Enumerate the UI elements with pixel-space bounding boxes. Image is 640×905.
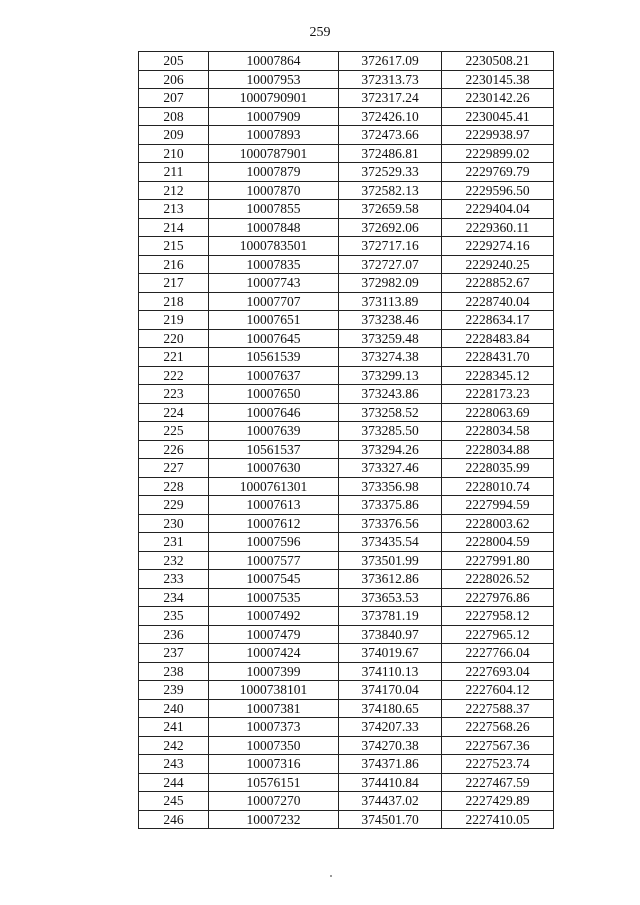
point-id-cell: 10007613	[209, 496, 339, 515]
y-coordinate-cell: 2229769.79	[442, 163, 554, 182]
point-number-cell: 243	[139, 755, 209, 774]
x-coordinate-cell: 374410.84	[339, 773, 442, 792]
y-coordinate-cell: 2230145.38	[442, 70, 554, 89]
point-id-cell: 10007743	[209, 274, 339, 293]
table-row	[139, 459, 554, 478]
y-coordinate-cell: 2228034.88	[442, 440, 554, 459]
x-coordinate-cell: 373238.46	[339, 311, 442, 330]
point-number-cell: 222	[139, 366, 209, 385]
point-id-cell: 10007953	[209, 70, 339, 89]
point-id-cell: 10007645	[209, 329, 339, 348]
x-coordinate-cell: 373274.38	[339, 348, 442, 367]
table-row	[139, 496, 554, 515]
point-id-cell: 10007373	[209, 718, 339, 737]
point-id-cell: 10007639	[209, 422, 339, 441]
x-coordinate-cell: 373299.13	[339, 366, 442, 385]
x-coordinate-cell: 373258.52	[339, 403, 442, 422]
y-coordinate-cell: 2227958.12	[442, 607, 554, 626]
x-coordinate-cell: 373285.50	[339, 422, 442, 441]
x-coordinate-cell: 374019.67	[339, 644, 442, 663]
x-coordinate-cell: 373327.46	[339, 459, 442, 478]
table-row	[139, 755, 554, 774]
point-number-cell: 220	[139, 329, 209, 348]
point-number-cell: 232	[139, 551, 209, 570]
point-number-cell: 214	[139, 218, 209, 237]
point-number-cell: 218	[139, 292, 209, 311]
y-coordinate-cell: 2230142.26	[442, 89, 554, 108]
x-coordinate-cell: 374180.65	[339, 699, 442, 718]
table-row	[139, 403, 554, 422]
point-id-cell: 10007870	[209, 181, 339, 200]
x-coordinate-cell: 374501.70	[339, 810, 442, 829]
point-number-cell: 238	[139, 662, 209, 681]
coordinate-table	[138, 51, 554, 829]
x-coordinate-cell: 373356.98	[339, 477, 442, 496]
table-row	[139, 237, 554, 256]
x-coordinate-cell: 373653.53	[339, 588, 442, 607]
y-coordinate-cell: 2227994.59	[442, 496, 554, 515]
table-row	[139, 718, 554, 737]
x-coordinate-cell: 374437.02	[339, 792, 442, 811]
point-id-cell: 1000761301	[209, 477, 339, 496]
point-number-cell: 245	[139, 792, 209, 811]
x-coordinate-cell: 373840.97	[339, 625, 442, 644]
point-id-cell: 10007835	[209, 255, 339, 274]
point-id-cell: 10007650	[209, 385, 339, 404]
point-number-cell: 236	[139, 625, 209, 644]
y-coordinate-cell: 2227588.37	[442, 699, 554, 718]
point-number-cell: 242	[139, 736, 209, 755]
table-row	[139, 292, 554, 311]
point-id-cell: 10007424	[209, 644, 339, 663]
point-id-cell: 10007479	[209, 625, 339, 644]
point-id-cell: 1000787901	[209, 144, 339, 163]
y-coordinate-cell: 2228431.70	[442, 348, 554, 367]
table-row	[139, 329, 554, 348]
x-coordinate-cell: 373375.86	[339, 496, 442, 515]
y-coordinate-cell: 2230508.21	[442, 52, 554, 71]
point-id-cell: 10561539	[209, 348, 339, 367]
x-coordinate-cell: 373612.86	[339, 570, 442, 589]
x-coordinate-cell: 372692.06	[339, 218, 442, 237]
x-coordinate-cell: 374170.04	[339, 681, 442, 700]
point-number-cell: 224	[139, 403, 209, 422]
table-row	[139, 422, 554, 441]
point-id-cell: 10007612	[209, 514, 339, 533]
point-id-cell: 10007232	[209, 810, 339, 829]
point-number-cell: 213	[139, 200, 209, 219]
table-row	[139, 348, 554, 367]
point-id-cell: 10007535	[209, 588, 339, 607]
table-body	[139, 52, 554, 829]
point-id-cell: 10007848	[209, 218, 339, 237]
table-row	[139, 144, 554, 163]
table-row	[139, 366, 554, 385]
table-row	[139, 107, 554, 126]
table-row	[139, 255, 554, 274]
y-coordinate-cell: 2227467.59	[442, 773, 554, 792]
point-id-cell: 10007577	[209, 551, 339, 570]
table-row	[139, 681, 554, 700]
x-coordinate-cell: 373781.19	[339, 607, 442, 626]
point-number-cell: 211	[139, 163, 209, 182]
point-number-cell: 240	[139, 699, 209, 718]
table-row	[139, 810, 554, 829]
y-coordinate-cell: 2228063.69	[442, 403, 554, 422]
table-row	[139, 736, 554, 755]
y-coordinate-cell: 2228483.84	[442, 329, 554, 348]
point-number-cell: 227	[139, 459, 209, 478]
point-id-cell: 10007864	[209, 52, 339, 71]
y-coordinate-cell: 2228035.99	[442, 459, 554, 478]
table-row	[139, 773, 554, 792]
y-coordinate-cell: 2230045.41	[442, 107, 554, 126]
x-coordinate-cell: 372313.73	[339, 70, 442, 89]
point-number-cell: 205	[139, 52, 209, 71]
y-coordinate-cell: 2227410.05	[442, 810, 554, 829]
y-coordinate-cell: 2228010.74	[442, 477, 554, 496]
point-number-cell: 230	[139, 514, 209, 533]
point-number-cell: 239	[139, 681, 209, 700]
point-id-cell: 10007909	[209, 107, 339, 126]
table-row	[139, 200, 554, 219]
x-coordinate-cell: 372659.58	[339, 200, 442, 219]
table-row	[139, 551, 554, 570]
table-row	[139, 440, 554, 459]
y-coordinate-cell: 2228634.17	[442, 311, 554, 330]
point-number-cell: 209	[139, 126, 209, 145]
point-id-cell: 10007651	[209, 311, 339, 330]
x-coordinate-cell: 372582.13	[339, 181, 442, 200]
table-row	[139, 70, 554, 89]
x-coordinate-cell: 372486.81	[339, 144, 442, 163]
y-coordinate-cell: 2227604.12	[442, 681, 554, 700]
point-id-cell: 10007399	[209, 662, 339, 681]
y-coordinate-cell: 2228003.62	[442, 514, 554, 533]
x-coordinate-cell: 373435.54	[339, 533, 442, 552]
x-coordinate-cell: 374371.86	[339, 755, 442, 774]
x-coordinate-cell: 374110.13	[339, 662, 442, 681]
x-coordinate-cell: 373113.89	[339, 292, 442, 311]
table-row	[139, 625, 554, 644]
y-coordinate-cell: 2228173.23	[442, 385, 554, 404]
point-id-cell: 10007707	[209, 292, 339, 311]
point-number-cell: 207	[139, 89, 209, 108]
point-number-cell: 216	[139, 255, 209, 274]
table-row	[139, 311, 554, 330]
y-coordinate-cell: 2229938.97	[442, 126, 554, 145]
footer-mark	[330, 875, 332, 877]
point-id-cell: 10007893	[209, 126, 339, 145]
y-coordinate-cell: 2227567.36	[442, 736, 554, 755]
page-number: 259	[309, 25, 331, 40]
point-number-cell: 215	[139, 237, 209, 256]
point-number-cell: 233	[139, 570, 209, 589]
point-number-cell: 221	[139, 348, 209, 367]
point-id-cell: 10561537	[209, 440, 339, 459]
table-row	[139, 662, 554, 681]
y-coordinate-cell: 2229360.11	[442, 218, 554, 237]
y-coordinate-cell: 2228740.04	[442, 292, 554, 311]
table-row	[139, 514, 554, 533]
x-coordinate-cell: 372317.24	[339, 89, 442, 108]
x-coordinate-cell: 373259.48	[339, 329, 442, 348]
point-id-cell: 10007855	[209, 200, 339, 219]
y-coordinate-cell: 2227766.04	[442, 644, 554, 663]
x-coordinate-cell: 372617.09	[339, 52, 442, 71]
y-coordinate-cell: 2227965.12	[442, 625, 554, 644]
x-coordinate-cell: 373501.99	[339, 551, 442, 570]
point-id-cell: 10007316	[209, 755, 339, 774]
x-coordinate-cell: 372426.10	[339, 107, 442, 126]
point-id-cell: 10007381	[209, 699, 339, 718]
y-coordinate-cell: 2229596.50	[442, 181, 554, 200]
y-coordinate-cell: 2228852.67	[442, 274, 554, 293]
table-row	[139, 163, 554, 182]
point-number-cell: 219	[139, 311, 209, 330]
y-coordinate-cell: 2227429.89	[442, 792, 554, 811]
point-id-cell: 10007630	[209, 459, 339, 478]
x-coordinate-cell: 373376.56	[339, 514, 442, 533]
point-number-cell: 217	[139, 274, 209, 293]
y-coordinate-cell: 2227976.86	[442, 588, 554, 607]
point-number-cell: 225	[139, 422, 209, 441]
y-coordinate-cell: 2228034.58	[442, 422, 554, 441]
table-row	[139, 477, 554, 496]
point-id-cell: 10007492	[209, 607, 339, 626]
point-id-cell: 10007350	[209, 736, 339, 755]
point-number-cell: 228	[139, 477, 209, 496]
point-number-cell: 237	[139, 644, 209, 663]
table-row	[139, 218, 554, 237]
point-number-cell: 210	[139, 144, 209, 163]
x-coordinate-cell: 373294.26	[339, 440, 442, 459]
point-id-cell: 10007545	[209, 570, 339, 589]
point-id-cell: 1000790901	[209, 89, 339, 108]
point-id-cell: 1000738101	[209, 681, 339, 700]
y-coordinate-cell: 2227568.26	[442, 718, 554, 737]
point-number-cell: 231	[139, 533, 209, 552]
point-number-cell: 234	[139, 588, 209, 607]
y-coordinate-cell: 2229274.16	[442, 237, 554, 256]
y-coordinate-cell: 2229404.04	[442, 200, 554, 219]
table-row	[139, 607, 554, 626]
point-number-cell: 212	[139, 181, 209, 200]
point-id-cell: 1000783501	[209, 237, 339, 256]
point-id-cell: 10576151	[209, 773, 339, 792]
x-coordinate-cell: 374270.38	[339, 736, 442, 755]
point-number-cell: 226	[139, 440, 209, 459]
point-number-cell: 241	[139, 718, 209, 737]
point-number-cell: 235	[139, 607, 209, 626]
table-row	[139, 274, 554, 293]
point-id-cell: 10007596	[209, 533, 339, 552]
y-coordinate-cell: 2227523.74	[442, 755, 554, 774]
point-number-cell: 223	[139, 385, 209, 404]
y-coordinate-cell: 2227693.04	[442, 662, 554, 681]
table-row	[139, 570, 554, 589]
table-row	[139, 792, 554, 811]
point-number-cell: 208	[139, 107, 209, 126]
x-coordinate-cell: 374207.33	[339, 718, 442, 737]
table-row	[139, 126, 554, 145]
y-coordinate-cell: 2229240.25	[442, 255, 554, 274]
y-coordinate-cell: 2228004.59	[442, 533, 554, 552]
point-id-cell: 10007879	[209, 163, 339, 182]
point-id-cell: 10007270	[209, 792, 339, 811]
table-row	[139, 181, 554, 200]
point-number-cell: 244	[139, 773, 209, 792]
x-coordinate-cell: 372982.09	[339, 274, 442, 293]
x-coordinate-cell: 372529.33	[339, 163, 442, 182]
point-id-cell: 10007646	[209, 403, 339, 422]
x-coordinate-cell: 372473.66	[339, 126, 442, 145]
y-coordinate-cell: 2227991.80	[442, 551, 554, 570]
point-number-cell: 206	[139, 70, 209, 89]
x-coordinate-cell: 372727.07	[339, 255, 442, 274]
table-row	[139, 52, 554, 71]
y-coordinate-cell: 2228026.52	[442, 570, 554, 589]
table-row	[139, 385, 554, 404]
table-row	[139, 644, 554, 663]
table-row	[139, 533, 554, 552]
x-coordinate-cell: 372717.16	[339, 237, 442, 256]
point-id-cell: 10007637	[209, 366, 339, 385]
point-number-cell: 229	[139, 496, 209, 515]
y-coordinate-cell: 2228345.12	[442, 366, 554, 385]
table-row	[139, 699, 554, 718]
table-row	[139, 89, 554, 108]
x-coordinate-cell: 373243.86	[339, 385, 442, 404]
point-number-cell: 246	[139, 810, 209, 829]
table-row	[139, 588, 554, 607]
y-coordinate-cell: 2229899.02	[442, 144, 554, 163]
